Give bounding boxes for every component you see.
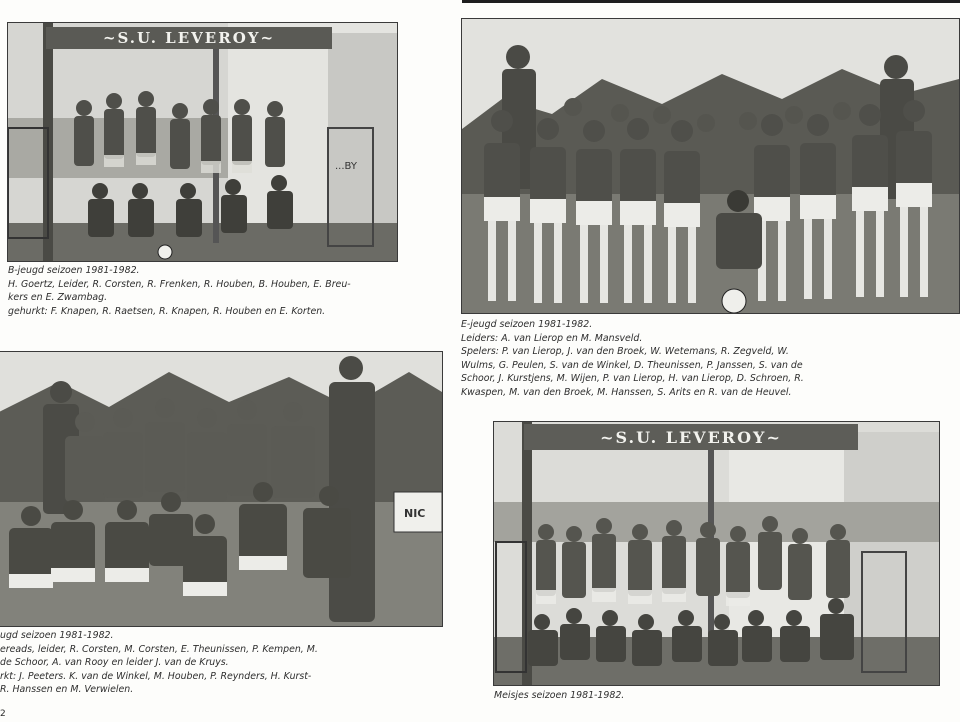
- caption-c-jeugd-line: ereads, leider, R. Corsten, M. Corsten, E. Theunissen, P. Kempen, M.: [0, 643, 318, 655]
- caption-e-jeugd-line: E-jeugd seizoen 1981-1982.: [461, 319, 593, 330]
- caption-c-jeugd-line: rkt: J. Peeters. K. van de Winkel, M. Houben, P. Reynders, H. Kurst-: [0, 670, 312, 682]
- photo-c-jeugd: [0, 351, 443, 627]
- photo-b-jeugd: [7, 22, 398, 262]
- caption-e-jeugd-line: Wulms, G. Peulen, S. van de Winkel, D. Theunissen, P. Janssen, S. van de: [461, 359, 803, 371]
- caption-b-jeugd: [8, 264, 351, 318]
- caption-e-jeugd: [461, 318, 804, 400]
- caption-meisjes-line: Meisjes seizoen 1981-1982.: [494, 690, 625, 701]
- caption-meisjes: [494, 689, 624, 703]
- meisjes-sign: ~S.U. LEVEROY~: [600, 428, 782, 447]
- photo-meisjes: [493, 421, 940, 686]
- caption-c-jeugd: [0, 629, 318, 697]
- caption-b-jeugd-line: gehurkt: F. Knapen, R. Raetsen, R. Knapen, R. Houben en E. Korten.: [8, 305, 326, 317]
- caption-b-jeugd-line: H. Goertz, Leider, R. Corsten, R. Frenken, R. Houben, B. Houben, E. Breu-: [8, 278, 351, 290]
- caption-c-jeugd-line: ugd seizoen 1981-1982.: [0, 630, 114, 641]
- e-jeugd-ball: [722, 289, 746, 313]
- caption-e-jeugd-line: Kwaspen, M. van den Broek, M. Hanssen, S. Arits en R. van de Heuvel.: [461, 386, 792, 398]
- caption-e-jeugd-line: Leiders: A. van Lierop en M. Mansveld.: [461, 332, 643, 344]
- caption-e-jeugd-line: Spelers: P. van Lierop, J. van den Broek, W. Wetemans, R. Zegveld, W.: [461, 346, 789, 358]
- caption-e-jeugd-line: Schoor, J. Kurstjens, M. Wijen, P. van Lierop, H. van Lierop, D. Schroen, R.: [461, 373, 804, 385]
- b-jeugd-ball: [158, 245, 172, 259]
- photo-e-jeugd: [461, 18, 960, 314]
- top-rule: [462, 0, 960, 3]
- b-jeugd-sign: ~S.U. LEVEROY~: [102, 29, 276, 47]
- page-number: 2: [0, 709, 6, 719]
- meisjes-scene: [494, 422, 939, 685]
- e-jeugd-scene: [462, 19, 959, 313]
- b-jeugd-fence-text: ...BY: [335, 161, 357, 172]
- c-jeugd-board-text: NIC: [404, 507, 426, 520]
- caption-c-jeugd-line: R. Hanssen en M. Verwielen.: [0, 684, 134, 696]
- caption-b-jeugd-line: kers en E. Zwambag.: [8, 292, 108, 304]
- caption-b-jeugd-line: B-jeugd seizoen 1981-1982.: [8, 265, 140, 276]
- caption-c-jeugd-line: de Schoor, A. van Rooy en leider J. van de Kruys.: [0, 657, 229, 669]
- c-jeugd-scene: [0, 352, 442, 626]
- b-jeugd-scene: [8, 23, 397, 261]
